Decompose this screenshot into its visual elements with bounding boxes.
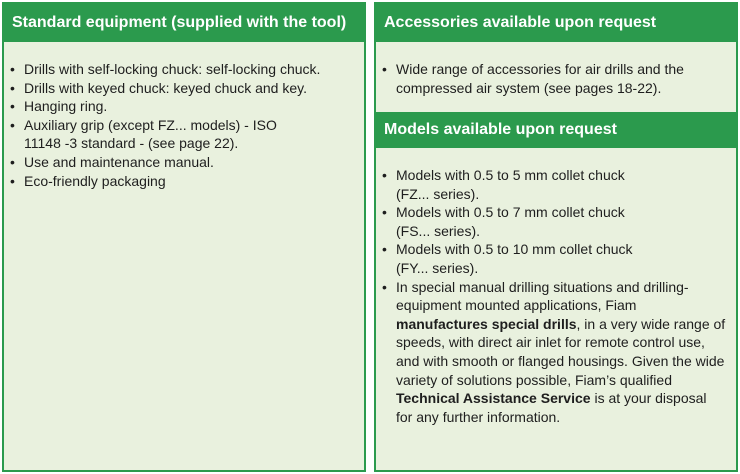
bullet-icon: • <box>10 61 15 77</box>
list-item: • Models with 0.5 to 7 mm collet chuck (FS... series). <box>382 204 625 239</box>
list-item: • Wide range of accessories for air drills and the compressed air system (see pages 18-22). <box>382 61 684 96</box>
bullet-icon: • <box>10 79 15 96</box>
list-item: • Eco-friendly packaging <box>10 172 166 189</box>
bullet-icon: • <box>10 172 15 189</box>
standard-equipment-title: Standard equipment (supplied with the tool) <box>4 4 364 42</box>
list-item: • Drills with self-locking chuck: self-locking chuck. <box>10 61 321 77</box>
bullet-icon: • <box>382 204 387 221</box>
models-title: Models available upon request <box>376 112 736 148</box>
bullet-icon: • <box>382 278 387 295</box>
standard-equipment-panel <box>2 2 366 472</box>
list-item: • Auxiliary grip (except FZ... models) - ISO 11148 -3 standard - (see page 22). <box>10 116 277 152</box>
right-panel <box>374 2 738 472</box>
special-drills-paragraph: In special manual drilling situations and drilling-equipment mounted applications, Fiam manufactures special drills, in a very wide range of speeds, with direct air inlet for remote control use, and with smooth or flanged housings. Given the wide variety of solutions possible, Fiam’s qualified Technical Assistance Service is at your disposal for any further information. <box>396 278 726 425</box>
list-item: • Models with 0.5 to 10 mm collet chuck (FY... series). <box>382 241 633 276</box>
models-list <box>380 166 726 426</box>
list-item: • Drills with keyed chuck: keyed chuck and key. <box>10 79 307 96</box>
bullet-icon: • <box>10 98 15 115</box>
bullet-icon: • <box>382 167 387 183</box>
list-item: • Use and maintenance manual. <box>10 153 214 170</box>
bullet-icon: • <box>382 241 387 258</box>
bullet-icon: • <box>382 61 387 77</box>
technical-assistance-emphasis: Technical Assistance Service <box>396 390 591 407</box>
special-drills-emphasis: manufactures special drills <box>396 315 577 332</box>
accessories-list <box>380 60 700 97</box>
list-item: • Models with 0.5 to 5 mm collet chuck (FZ... series). <box>382 167 625 202</box>
list-item <box>380 278 726 427</box>
bullet-icon: • <box>10 153 15 170</box>
standard-equipment-list <box>8 60 348 190</box>
list-item: • Hanging ring. <box>10 98 108 115</box>
bullet-icon: • <box>10 116 15 133</box>
accessories-title: Accessories available upon request <box>376 4 736 42</box>
